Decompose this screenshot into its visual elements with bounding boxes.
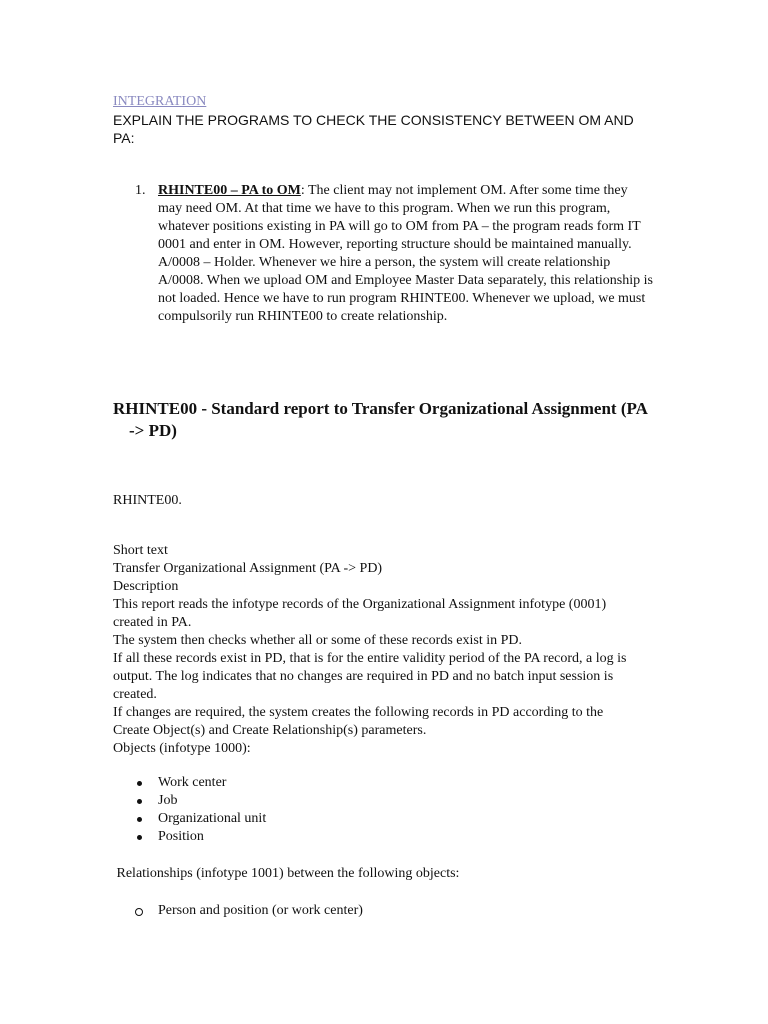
short-text-label: Short text [113, 543, 168, 558]
list-item: Work center [113, 774, 613, 792]
list-item: Position [113, 828, 613, 846]
item-lead: RHINTE00 – PA to OM [158, 183, 301, 198]
description-label: Description [113, 579, 179, 594]
section-title-line2: -> PD) [129, 421, 177, 440]
description-paragraph-3: If all these records exist in PD, that is for the entire validity period of the PA record, a log is output. The log indicates that no changes are required in PD and no batch input session is created. [113, 651, 627, 702]
bullet-icon [137, 817, 142, 822]
bullet-icon [137, 781, 142, 786]
numbered-list [113, 182, 653, 326]
numbered-item [113, 182, 653, 326]
item-text: : The client may not implement OM. After some time they may need OM. At that time we have to this program. When we run this program, whatever positions existing in PA will go to OM from PA – the program reads form IT 0001 and enter in OM. However, reporting structure should be maintained manually. A/0008 – Holder. Whenever we hire a person, the system will create relationship A/0008. When we upload OM and Employee Master Data separately, this relationship is not loaded. Hence we have to run program RHINTE00. Whenever we upload, we must compulsorily run RHINTE00 to create relationship. [158, 183, 653, 324]
heading-integration[interactable]: INTEGRATION [113, 94, 207, 109]
section-title-line1: RHINTE00 - Standard report to Transfer Organizational Assignment (PA [113, 399, 648, 418]
short-text-value: Transfer Organizational Assignment (PA -> PD) [113, 561, 383, 576]
relationships-label: Relationships (infotype 1001) between the following objects: [113, 866, 460, 881]
section-title [113, 398, 653, 442]
description-paragraph-2: The system then checks whether all or some of these records exist in PD. [113, 633, 523, 648]
question-text: EXPLAIN THE PROGRAMS TO CHECK THE CONSISTENCY BETWEEN OM AND PA: [113, 112, 634, 146]
description-paragraph-4: If changes are required, the system creates the following records in PD according to the Create Object(s) and Create Relationship(s) parameters. [113, 705, 604, 738]
bullet-icon [137, 835, 142, 840]
objects-label: Objects (infotype 1000): [113, 741, 251, 756]
list-item: Organizational unit [113, 810, 613, 828]
bullet-icon [137, 799, 142, 804]
list-item: Person and position (or work center) [113, 902, 643, 920]
description-paragraph-1: This report reads the infotype records of the Organizational Assignment infotype (0001) created in PA. [113, 597, 607, 630]
circle-bullet-icon [135, 908, 143, 916]
item-number: 1. [135, 183, 146, 198]
list-item: Job [113, 792, 613, 810]
relationships-list [113, 902, 643, 920]
report-name: RHINTE00. [113, 493, 182, 508]
objects-list [113, 774, 613, 846]
